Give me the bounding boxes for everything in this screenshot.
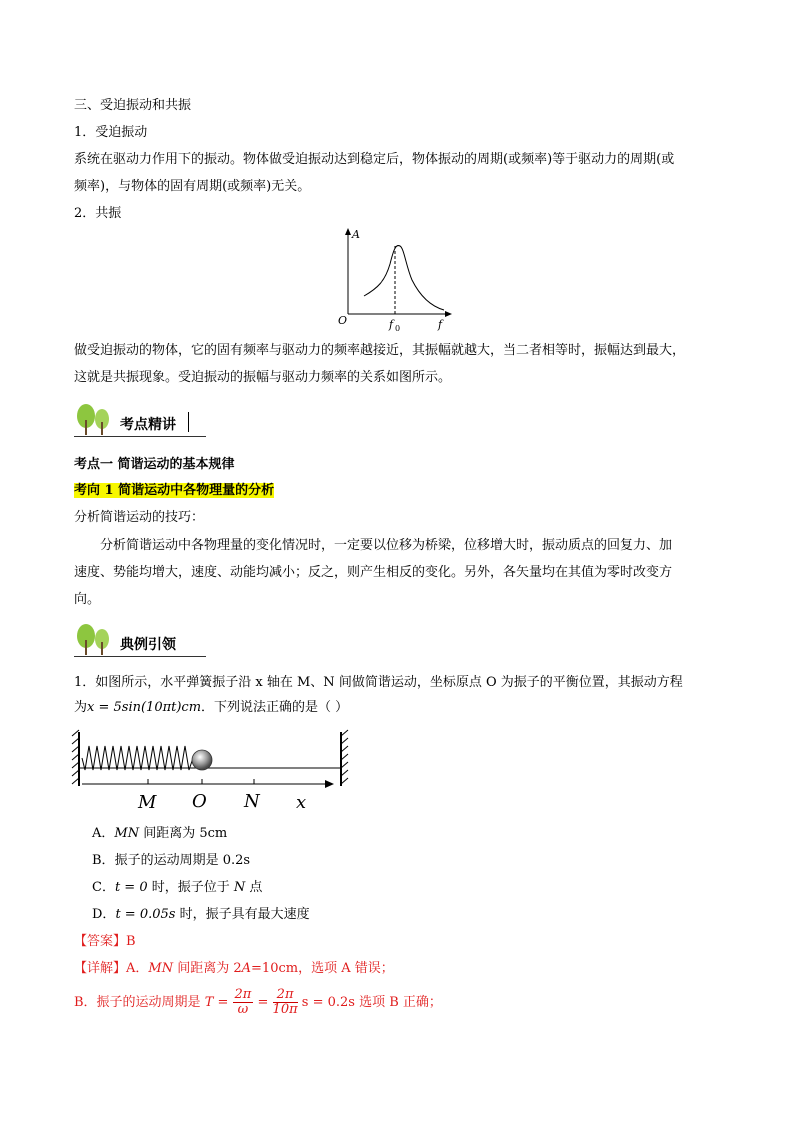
label-x: x <box>296 792 307 813</box>
tree-icon <box>74 402 114 436</box>
paragraph-line: 频率)，与物体的固有周期(或频率)无关。 <box>74 179 311 194</box>
label-O: O <box>192 791 207 812</box>
answer-line: 【答案】B <box>74 934 136 949</box>
paragraph-line: 这就是共振现象。受迫振动的振幅与驱动力频率的关系如图所示。 <box>74 370 452 385</box>
fraction: $\frac{2\pi}{10\pi}$ <box>272 987 298 1017</box>
detail-line-b: B．振子的运动周期是 T = $\frac{2\pi}{\omega}$ = $\frac{2\pi}{10\pi}$ s = 0.2s 选项 B 正确； <box>74 987 442 1017</box>
direction-title: 考向 1 简谐运动中各物理量的分析 <box>74 483 275 498</box>
subheading-forced-vibration: 1．受迫振动 <box>74 125 148 140</box>
option-a[interactable]: A．MN 间距离为 5cm <box>92 826 228 841</box>
section-banner <box>74 402 206 438</box>
paragraph-line: 向。 <box>74 592 101 607</box>
oscillator-ball <box>192 750 212 770</box>
equation: x = 5sin(10πt)cm <box>87 700 202 715</box>
graph-f0-subscript: 0 <box>395 324 401 333</box>
paragraph-line: 分析简谐运动中各物理量的变化情况时，一定要以位移为桥梁，位移增大时，振动质点的回复力、加 <box>100 538 673 553</box>
option-b[interactable]: B．振子的运动周期是 0.2s <box>92 853 251 868</box>
paragraph-line: 系统在驱动力作用下的振动。物体做受迫振动达到稳定后，物体振动的周期(或频率)等于驱动力的周期(或 <box>74 152 675 167</box>
question-stem: 1．如图所示，水平弹簧振子沿 x 轴在 M、N 间做简谐运动，坐标原点 O 为振子的平衡位置，其振动方程 <box>74 675 683 690</box>
graph-f0-label: f <box>389 318 394 331</box>
paragraph-line: 做受迫振动的物体，它的固有频率与驱动力的频率越接近，其振幅就越大，当二者相等时，振幅达到最大， <box>74 343 686 358</box>
graph-origin: O <box>338 314 348 327</box>
section-banner <box>74 622 206 658</box>
fraction: $\frac{2\pi}{\omega}$ <box>234 987 252 1017</box>
option-c[interactable]: C．t = 0 时，振子位于 N 点 <box>92 880 263 895</box>
tip-title: 分析简谐运动的技巧： <box>74 510 205 525</box>
graph-y-label: A <box>352 228 360 241</box>
resonance-graph <box>330 226 460 334</box>
question-stem-line2: 为x = 5sin(10πt)cm．下列说法正确的是（ ） <box>74 700 349 715</box>
graph-x-label: f <box>438 318 443 331</box>
label-N: N <box>244 791 260 812</box>
paragraph-line: 速度、势能均增大，速度、动能均减小；反之，则产生相反的变化。另外，各矢量均在其值为零时改变方 <box>74 565 673 580</box>
banner-title: 考点精讲 <box>120 417 176 433</box>
subheading-resonance: 2．共振 <box>74 206 122 221</box>
spring-oscillator-figure <box>70 728 352 814</box>
tree-icon <box>74 622 114 656</box>
banner-title: 典例引领 <box>120 637 176 653</box>
option-d[interactable]: D．t = 0.05s 时，振子具有最大速度 <box>92 907 310 922</box>
section-heading: 三、受迫振动和共振 <box>74 98 192 113</box>
detail-line-a: 【详解】A．MN 间距离为 2A=10cm，选项 A 错误； <box>74 961 394 976</box>
point-title: 考点一 简谐运动的基本规律 <box>74 457 235 472</box>
label-M: M <box>138 792 157 813</box>
